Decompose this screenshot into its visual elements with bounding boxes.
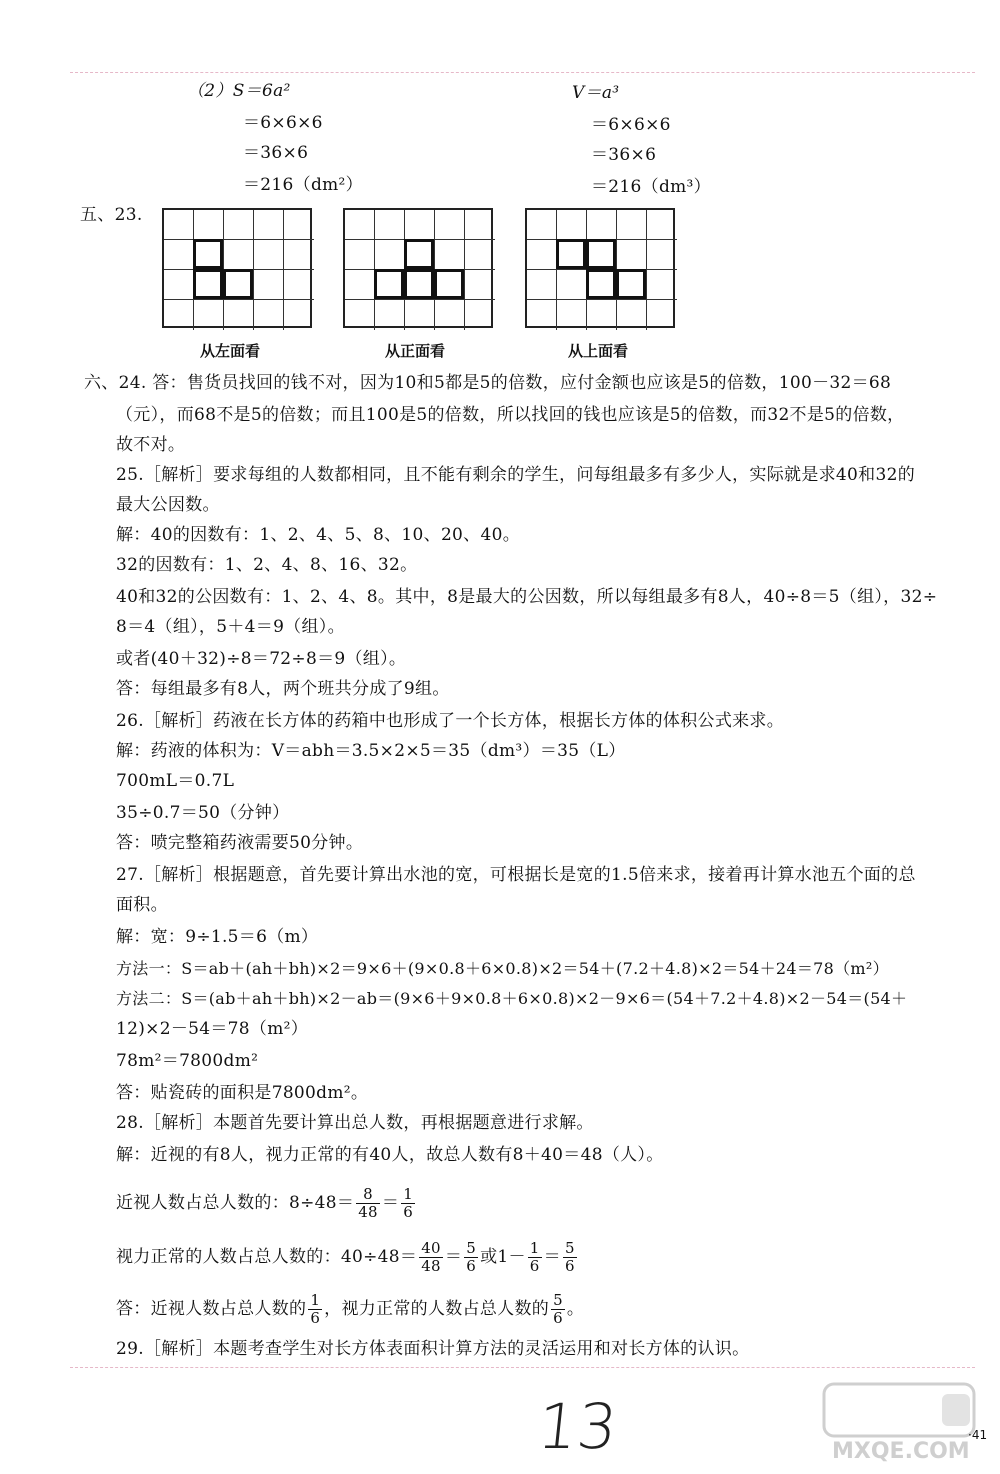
text-line: 78m²＝7800dm²	[116, 1051, 259, 1071]
numerator: 1	[529, 1239, 540, 1257]
grid-cell	[617, 300, 647, 330]
text-line: 最大公因数。	[116, 495, 220, 515]
text-line: 故不对。	[116, 435, 186, 455]
fraction	[356, 1186, 380, 1221]
numerator: 5	[564, 1239, 575, 1257]
text-line: 解：宽：9÷1.5＝6（m）	[116, 927, 319, 947]
denominator: 6	[403, 1203, 414, 1221]
grid-cell	[617, 240, 647, 270]
grid-cell	[284, 240, 314, 270]
grid-cell	[164, 240, 194, 270]
grid-cell	[405, 210, 435, 240]
numerator: 1	[310, 1291, 321, 1309]
grid-cell	[587, 300, 617, 330]
text-line: 或者(40＋32)÷8＝72÷8＝9（组）。	[116, 649, 407, 669]
text-line: 解：药液的体积为：V＝abh＝3.5×2×5＝35（dm³）＝35（L）	[116, 741, 626, 761]
fraction	[464, 1240, 478, 1275]
grid-cell	[194, 300, 224, 330]
view-square	[434, 269, 464, 299]
grid-cell	[375, 300, 405, 330]
view-square	[404, 269, 434, 299]
or-text: 或1－	[480, 1247, 526, 1267]
volume-formula: V＝a³	[572, 83, 620, 103]
question-29-line: 29.［解析］本题考查学生对长方体表面积计算方法的灵活运用和对长方体的认识。	[116, 1339, 750, 1359]
grid-cell	[194, 210, 224, 240]
text-line: 答：贴瓷砖的面积是7800dm²。	[116, 1083, 369, 1103]
surface-step-1: ＝6×6×6	[243, 113, 323, 133]
top-view-grid	[525, 208, 675, 328]
grid-cell	[647, 210, 677, 240]
view-square	[374, 269, 404, 299]
grid-cell	[224, 240, 254, 270]
watermark-text: MXQE.COM	[832, 1439, 970, 1464]
text-line: 面积。	[116, 895, 168, 915]
text-line: 40和32的公因数有：1、2、4、8。其中，8是最大的公因数，所以每组最多有8人，40÷8＝5（组），32÷	[116, 587, 938, 607]
volume-step-3: ＝216（dm³）	[591, 177, 711, 197]
answer-prefix: 答：近视人数占总人数的	[116, 1299, 307, 1319]
grid-cell	[254, 210, 284, 240]
grid-cell	[617, 210, 647, 240]
denominator: 6	[310, 1309, 321, 1327]
denominator: 48	[358, 1203, 378, 1221]
fraction-prefix: 视力正常的人数占总人数的：40÷48＝	[116, 1247, 418, 1267]
grid-cell	[254, 240, 284, 270]
grid-cell	[405, 300, 435, 330]
grid-cell	[527, 300, 557, 330]
view-square	[586, 269, 616, 299]
grid-cell	[527, 210, 557, 240]
front-view-grid	[343, 208, 493, 328]
watermark-logo	[812, 1378, 992, 1468]
grid-cell	[435, 300, 465, 330]
grid-cell	[254, 270, 284, 300]
grid-cell	[254, 300, 284, 330]
text-line: 25.［解析］要求每组的人数都相同，且不能有剩余的学生，问每组最多有多少人，实际就是求40和32的	[116, 465, 915, 485]
denominator: 6	[553, 1309, 563, 1327]
fraction	[308, 1292, 322, 1327]
numerator: 5	[553, 1291, 563, 1309]
fraction-line-2	[116, 1240, 579, 1275]
grid-cell	[164, 300, 194, 330]
fraction	[419, 1240, 443, 1275]
top-view-caption: 从上面看	[568, 342, 629, 360]
question-23-label: 五、23.	[80, 205, 143, 225]
grid-cell	[435, 210, 465, 240]
numerator: 5	[466, 1239, 477, 1257]
text-line: 700mL＝0.7L	[116, 771, 235, 791]
grid-cell	[587, 210, 617, 240]
grid-cell	[647, 300, 677, 330]
grid-cell	[224, 300, 254, 330]
grid-cell	[284, 210, 314, 240]
grid-cell	[375, 240, 405, 270]
volume-step-1: ＝6×6×6	[591, 115, 671, 135]
text-line: 答：喷完整箱药液需要50分钟。	[116, 833, 364, 853]
left-view-caption: 从左面看	[200, 342, 261, 360]
grid-cell	[345, 270, 375, 300]
grid-cell	[527, 240, 557, 270]
grid-cell	[557, 300, 587, 330]
grid-cell	[345, 240, 375, 270]
text-line: 35÷0.7＝50（分钟）	[116, 803, 290, 823]
numerator: 1	[403, 1185, 414, 1203]
grid-cell	[557, 210, 587, 240]
numerator: 40	[421, 1239, 441, 1257]
grid-cell	[465, 240, 495, 270]
text-line: 32的因数有：1、2、4、8、16、32。	[116, 555, 418, 575]
text-line: 解：近视的有8人，视力正常的有40人，故总人数有8＋40＝48（人）。	[116, 1145, 664, 1165]
text-line: 26.［解析］药液在长方体的药箱中也形成了一个长方体，根据长方体的体积公式来求。	[116, 711, 785, 731]
fraction	[401, 1186, 415, 1221]
text-line: 方法一：S＝ab＋(ah＋bh)×2＝9×6＋(9×0.8＋6×0.8)×2＝54＋(7.2＋4.8)×2＝54＋24＝78（m²）	[116, 959, 889, 978]
grid-cell	[164, 210, 194, 240]
view-square	[616, 269, 646, 299]
page-number: ·41	[968, 1428, 988, 1442]
view-square	[193, 269, 223, 299]
grid-cell	[647, 270, 677, 300]
denominator: 6	[564, 1257, 575, 1275]
grid-cell	[345, 210, 375, 240]
grid-cell	[284, 270, 314, 300]
view-square	[223, 269, 253, 299]
top-divider	[70, 72, 975, 73]
grid-cell	[647, 240, 677, 270]
grid-cell	[164, 270, 194, 300]
text-line: 六、24. 答：售货员找回的钱不对，因为10和5都是5的倍数，应付金额也应该是5的倍数，100－32＝68	[84, 373, 892, 393]
bottom-divider	[70, 1367, 975, 1368]
volume-step-2: ＝36×6	[591, 145, 657, 165]
fraction	[563, 1240, 577, 1275]
fraction-line-1	[116, 1186, 417, 1221]
grid-cell	[465, 300, 495, 330]
fraction	[551, 1292, 565, 1327]
text-line: 27.［解析］根据题意，首先要计算出水池的宽，可根据长是宽的1.5倍来求，接着再计算水池五个面的总	[116, 865, 916, 885]
text-line: 答：每组最多有8人，两个班共分成了9组。	[116, 679, 450, 699]
fraction-answer-line	[116, 1292, 584, 1327]
denominator: 6	[466, 1257, 477, 1275]
denominator: 48	[421, 1257, 441, 1275]
grid-cell	[345, 300, 375, 330]
fraction-prefix: 近视人数占总人数的：8÷48＝	[116, 1193, 355, 1213]
grid-cell	[465, 270, 495, 300]
text-line: 方法二：S＝(ab＋ah＋bh)×2－ab＝(9×6＋9×0.8＋6×0.8)×2－9×6＝(54＋7.2＋4.8)×2－54＝(54＋	[116, 989, 908, 1008]
fraction	[528, 1240, 542, 1275]
text-line: 解：40的因数有：1、2、4、5、8、10、20、40。	[116, 525, 521, 545]
denominator: 6	[529, 1257, 540, 1275]
equals: ＝	[444, 1247, 463, 1267]
surface-formula: （2）S＝6a²	[187, 81, 291, 101]
grid-cell	[465, 210, 495, 240]
left-view-grid	[162, 208, 312, 328]
grid-cell	[435, 240, 465, 270]
grid-cell	[527, 270, 557, 300]
view-square	[556, 239, 586, 269]
answer-middle: ，视力正常的人数占总人数的	[324, 1299, 550, 1319]
surface-step-3: ＝216（dm²）	[243, 175, 363, 195]
grid-cell	[557, 270, 587, 300]
view-square	[586, 239, 616, 269]
grid-cell	[224, 210, 254, 240]
text-line: 28.［解析］本题首先要计算出总人数，再根据题意进行求解。	[116, 1113, 594, 1133]
view-square	[404, 239, 434, 269]
handwritten-number: 13	[534, 1390, 621, 1463]
equals: ＝	[381, 1193, 400, 1213]
front-view-caption: 从正面看	[385, 342, 446, 360]
text-line: （元），而68不是5的倍数；而且100是5的倍数，所以找回的钱也应该是5的倍数，而32不是5的倍数，	[116, 405, 905, 425]
answer-end: 。	[566, 1299, 585, 1319]
numerator: 8	[356, 1186, 380, 1204]
text-line: 8＝4（组），5＋4＝9（组）。	[116, 617, 345, 637]
text-line: 12)×2－54＝78（m²）	[116, 1019, 309, 1039]
grid-cell	[375, 210, 405, 240]
view-square	[193, 239, 223, 269]
surface-step-2: ＝36×6	[243, 143, 309, 163]
equals: ＝	[543, 1247, 561, 1267]
grid-cell	[284, 300, 314, 330]
